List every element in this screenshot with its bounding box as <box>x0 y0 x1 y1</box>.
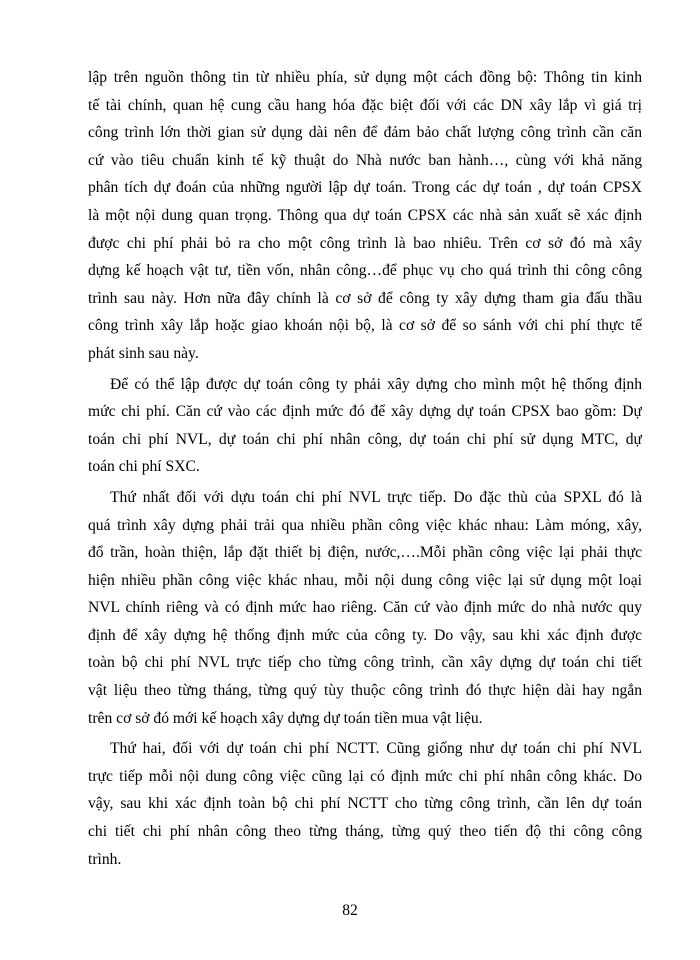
text-line: Thứ nhất đối với dựu toán chi phí NVL trực tiếp. Do đặc thù của SPXL đó là <box>110 488 642 506</box>
paragraph <box>88 371 642 481</box>
text-line: chi tiết chi phí nhân công theo từng tháng, từng quý theo tiến độ thi công công <box>88 823 642 841</box>
text-line: dựng kế hoạch vật tư, tiền vốn, nhân công…để phục vụ cho quá trình thi công công <box>88 262 642 280</box>
text-line: tế tài chính, quan hệ cung cầu hang hóa đặc biệt đối với các DN xây lắp vì giá trị <box>88 96 642 114</box>
text-line: trình sau này. Hơn nữa đây chính là cơ sở để công ty xây dựng tham gia đấu thầu <box>88 289 642 307</box>
text-line: NVL chính riêng và có định mức hao riêng. Căn cứ vào định mức do nhà nước quy <box>88 599 642 617</box>
text-line: Để có thể lập được dự toán công ty phải xây dựng cho mình một hệ thống định <box>110 375 642 393</box>
page-number: 82 <box>342 902 358 919</box>
text-line: công trình xây lắp hoặc giao khoán nội bộ, là cơ sở để so sánh với chi phí thực tế <box>88 317 642 335</box>
body-text <box>88 64 642 873</box>
paragraph <box>88 64 642 368</box>
text-line: công trình lớn thời gian sử dụng dài nên để đảm bảo chất lượng công trình cần căn <box>88 124 642 142</box>
paragraph <box>88 735 642 873</box>
text-line: trình. <box>88 850 122 868</box>
text-line: trên cơ sở đó mới kế hoạch xây dựng dự toán tiền mua vật liệu. <box>88 709 483 727</box>
text-line: hiện nhiều phần công việc khác nhau, mỗi nội dung công việc lại sử dụng một loại <box>88 571 642 589</box>
text-line: vật liệu theo từng tháng, từng quý tùy thuộc công trình đó thực hiện dài hay ngắn <box>88 682 642 700</box>
text-line: được chi phí phải bỏ ra cho một công trình là bao nhiêu. Trên cơ sở đó mà xây <box>88 234 642 252</box>
text-line: phân tích dự đoán của những người lập dự toán. Trong các dự toán , dự toán CPSX <box>88 179 642 197</box>
text-line: cứ vào tiêu chuẩn kinh tế kỹ thuật do Nhà nước ban hành…, cùng với khả năng <box>88 151 642 169</box>
text-line: toán chi phí NVL, dự toán chi phí nhân công, dự toán chi phí sử dụng MTC, dự <box>88 430 642 448</box>
text-line: lập trên nguồn thông tin từ nhiều phía, sử dụng một cách đồng bộ: Thông tin kinh <box>88 69 642 86</box>
text-line: quá trình xây dựng phải trải qua nhiều phần công việc khác nhau: Làm móng, xây, <box>88 516 642 534</box>
text-line: Thứ hai, đối với dự toán chi phí NCTT. Cũng giống như dự toán chi phí NVL <box>110 740 642 758</box>
text-line: đổ trần, hoàn thiện, lắp đặt thiết bị điện, nước,….Mỗi phần công việc lại phải thực <box>88 544 642 562</box>
text-line: trực tiếp mỗi nội dung công việc cũng lại có định mức chi phí nhân công khác. Do <box>88 767 642 785</box>
text-line: toán chi phí SXC. <box>88 458 200 476</box>
text-line: mức chi phí. Căn cứ vào các định mức đó để xây dựng dự toán CPSX bao gồm: Dự <box>88 403 642 421</box>
text-line: định để xây dựng hệ thống định mức của công ty. Do vậy, sau khi xác định được <box>88 626 642 644</box>
text-line: toàn bộ chi phí NVL trực tiếp cho từng công trình, cần xây dựng dự toán chi tiết <box>88 654 642 672</box>
text-line: vậy, sau khi xác định toàn bộ chi phí NCTT cho từng công trình, cần lên dự toán <box>88 795 642 813</box>
paragraph <box>88 484 642 732</box>
text-line: là một nội dung quan trọng. Thông qua dự toán CPSX các nhà sản xuất sẽ xác định <box>88 206 642 224</box>
text-line: phát sinh sau này. <box>88 344 199 362</box>
